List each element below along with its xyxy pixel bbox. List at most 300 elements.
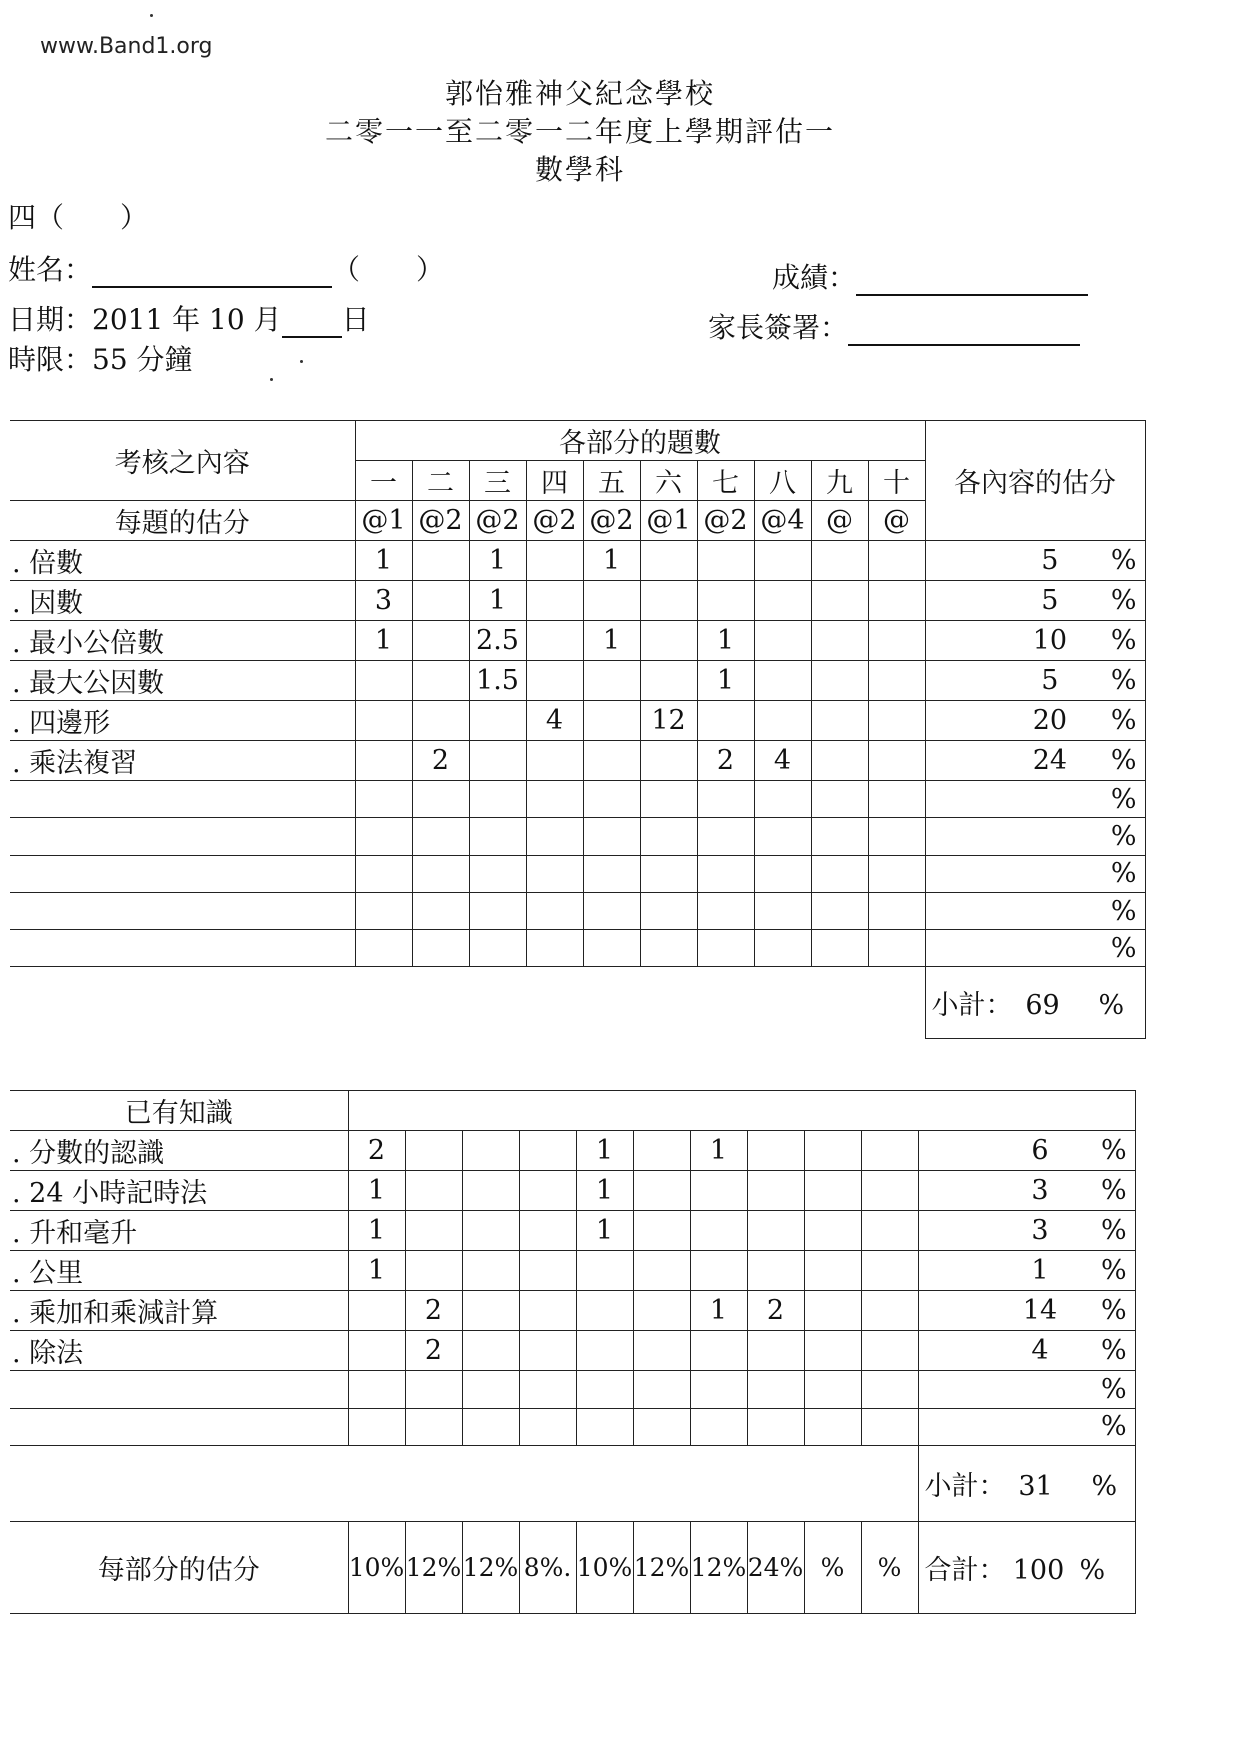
part-estimate-value: 24%: [747, 1522, 804, 1614]
question-count-cell: [868, 818, 925, 855]
question-count-cell: [697, 541, 754, 581]
question-count-cell: [697, 701, 754, 741]
question-count-cell: [583, 661, 640, 701]
percent-unit: %: [1100, 1135, 1127, 1166]
table-row: [10, 1331, 1135, 1371]
part-estimate-value: 12%: [405, 1522, 462, 1614]
question-count-cell: [697, 855, 754, 892]
question-count-cell: [576, 1408, 633, 1446]
question-count-cell: [640, 541, 697, 581]
question-count-cell: [355, 892, 412, 929]
question-count-cell: [519, 1211, 576, 1251]
question-count-cell: [747, 1171, 804, 1211]
question-count-cell: [861, 1131, 918, 1171]
estimate-cell: [925, 701, 1145, 741]
question-count-cell: [469, 892, 526, 929]
blank-cell: [10, 1446, 918, 1522]
question-count-cell: [640, 661, 697, 701]
topic-label: [10, 1408, 348, 1446]
question-count-cell: [355, 781, 412, 818]
estimate-cell: [918, 1291, 1135, 1331]
percent-unit: %: [1100, 1175, 1127, 1206]
question-count-cell: [868, 930, 925, 967]
estimate-cell: [925, 781, 1145, 818]
table-row: [10, 741, 1145, 781]
percent-unit: %: [1110, 625, 1137, 656]
part-number: 七: [697, 461, 754, 501]
per-question-score: @2: [412, 501, 469, 541]
table-row: [10, 1131, 1135, 1171]
question-count-cell: [462, 1371, 519, 1409]
question-count-cell: [747, 1408, 804, 1446]
subtotal1-value: 69: [1025, 990, 1060, 1022]
question-count-cell: [640, 855, 697, 892]
percent-unit: %: [1110, 665, 1137, 696]
part-estimate-value: %: [861, 1522, 918, 1614]
question-count-cell: [804, 1131, 861, 1171]
percent-unit: %: [1110, 895, 1137, 927]
question-count-cell: [868, 581, 925, 621]
question-count-cell: [633, 1408, 690, 1446]
date-label: 日期：2011 年 10 月: [8, 303, 282, 336]
question-count-cell: [462, 1211, 519, 1251]
estimate-value: 5: [1041, 545, 1059, 576]
topic-label: . 分數的認識: [10, 1131, 348, 1171]
question-count-cell: [526, 930, 583, 967]
question-count-cell: [690, 1211, 747, 1251]
question-count-cell: [583, 818, 640, 855]
question-count-cell: 2: [747, 1291, 804, 1331]
part-number: 六: [640, 461, 697, 501]
question-count-cell: [804, 1291, 861, 1331]
total-cell: [918, 1522, 1135, 1614]
part-estimate-value: 12%: [633, 1522, 690, 1614]
question-count-cell: [469, 701, 526, 741]
question-count-cell: [412, 818, 469, 855]
question-count-cell: [355, 661, 412, 701]
question-count-cell: [469, 818, 526, 855]
question-count-cell: 1: [697, 661, 754, 701]
question-count-cell: [412, 930, 469, 967]
topic-label: . 最小公倍數: [10, 621, 355, 661]
topic-label: [10, 892, 355, 929]
question-count-cell: [583, 781, 640, 818]
prior-knowledge-row: [10, 1091, 1135, 1131]
estimate-cell: [925, 892, 1145, 929]
question-count-cell: [804, 1331, 861, 1371]
question-count-cell: [583, 581, 640, 621]
question-count-cell: [804, 1171, 861, 1211]
subtotal2-label: 小計：: [924, 1471, 1006, 1502]
estimate-value: 14: [1022, 1295, 1058, 1326]
question-count-cell: [633, 1171, 690, 1211]
score-label: 成績：: [772, 261, 857, 294]
part-estimate-label: 每部分的估分: [10, 1522, 348, 1614]
estimate-value: 5: [1041, 665, 1059, 696]
question-count-cell: [633, 1291, 690, 1331]
estimate-cell: [925, 581, 1145, 621]
question-count-cell: [405, 1251, 462, 1291]
table-row: [10, 855, 1145, 892]
question-count-cell: 1: [348, 1251, 405, 1291]
part-number: 三: [469, 461, 526, 501]
scan-speck: [300, 360, 303, 363]
question-count-cell: [697, 930, 754, 967]
estimate-value: 6: [1031, 1135, 1049, 1166]
question-count-cell: [405, 1408, 462, 1446]
question-count-cell: [633, 1251, 690, 1291]
topic-label: [10, 930, 355, 967]
question-count-cell: [462, 1291, 519, 1331]
question-count-cell: [640, 892, 697, 929]
estimate-value: 24: [1032, 745, 1068, 776]
question-count-cell: [861, 1371, 918, 1409]
estimate-value: 20: [1032, 705, 1068, 736]
question-count-cell: [690, 1371, 747, 1409]
question-count-cell: 2: [405, 1291, 462, 1331]
question-count-cell: [804, 1408, 861, 1446]
name-row: [8, 248, 444, 288]
question-count-cell: 1: [583, 621, 640, 661]
estimate-cell: [918, 1131, 1135, 1171]
question-count-cell: [868, 661, 925, 701]
question-count-cell: [412, 701, 469, 741]
question-count-cell: 2: [348, 1131, 405, 1171]
question-count-cell: [861, 1291, 918, 1331]
topic-label: . 因數: [10, 581, 355, 621]
score-field[interactable]: [856, 294, 1088, 296]
topic-label: . 四邊形: [10, 701, 355, 741]
question-count-cell: [754, 541, 811, 581]
question-count-cell: [754, 892, 811, 929]
subtotal2-value: 31: [1018, 1471, 1053, 1502]
question-count-cell: 1: [355, 541, 412, 581]
question-count-cell: 4: [526, 701, 583, 741]
percent-unit: %: [1110, 932, 1137, 964]
table-row: [10, 541, 1145, 581]
table-row: [10, 930, 1145, 967]
per-question-label: 每題的估分: [10, 501, 355, 541]
question-count-cell: [526, 892, 583, 929]
question-count-cell: [747, 1131, 804, 1171]
part-number: 四: [526, 461, 583, 501]
estimate-cell: [918, 1331, 1135, 1371]
question-count-cell: [469, 855, 526, 892]
question-count-cell: [469, 930, 526, 967]
question-count-cell: [804, 1251, 861, 1291]
estimate-cell: [918, 1171, 1135, 1211]
question-count-cell: [640, 781, 697, 818]
question-count-cell: [519, 1131, 576, 1171]
question-count-cell: 2: [412, 741, 469, 781]
estimate-cell: [925, 621, 1145, 661]
per-question-score: @2: [697, 501, 754, 541]
question-count-cell: [697, 818, 754, 855]
question-count-cell: [469, 741, 526, 781]
question-count-cell: [519, 1331, 576, 1371]
topic-label: . 24 小時記時法: [10, 1171, 348, 1211]
question-count-cell: [405, 1211, 462, 1251]
question-count-cell: [462, 1331, 519, 1371]
name-field[interactable]: [92, 286, 332, 288]
site-watermark: www.Band1.org: [40, 34, 213, 59]
question-count-cell: [690, 1171, 747, 1211]
percent-unit: %: [1110, 858, 1137, 890]
per-question-score: @1: [355, 501, 412, 541]
question-count-cell: [576, 1291, 633, 1331]
part-number: 八: [754, 461, 811, 501]
date-day-field[interactable]: [282, 336, 342, 338]
question-count-cell: [519, 1291, 576, 1331]
estimate-header: 各內容的估分: [925, 421, 1145, 541]
topic-label: [10, 855, 355, 892]
estimate-cell: [918, 1211, 1135, 1251]
part-number: 一: [355, 461, 412, 501]
percent-unit: %: [1110, 820, 1137, 852]
question-count-cell: [697, 781, 754, 818]
question-count-cell: [526, 741, 583, 781]
question-count-cell: [754, 661, 811, 701]
part-estimate-row: [10, 1522, 1135, 1614]
topic-label: . 除法: [10, 1331, 348, 1371]
question-count-cell: [754, 781, 811, 818]
question-count-cell: [754, 581, 811, 621]
question-count-cell: [405, 1131, 462, 1171]
subtotal-row: [10, 1446, 1135, 1522]
question-count-cell: 12: [640, 701, 697, 741]
per-question-score: @: [811, 501, 868, 541]
table-row: [10, 1291, 1135, 1331]
question-count-cell: [804, 1211, 861, 1251]
question-count-cell: [526, 781, 583, 818]
question-count-cell: [348, 1291, 405, 1331]
total-value: 100: [1012, 1555, 1065, 1586]
question-count-cell: [811, 541, 868, 581]
question-count-cell: [747, 1211, 804, 1251]
per-question-score: @1: [640, 501, 697, 541]
name-label: 姓名：: [8, 253, 93, 286]
estimate-cell: [918, 1251, 1135, 1291]
content-header: 考核之內容: [10, 421, 355, 501]
question-count-cell: [412, 892, 469, 929]
question-count-cell: [804, 1371, 861, 1409]
question-count-cell: [412, 661, 469, 701]
prior-knowledge-label: 已有知識: [10, 1091, 348, 1131]
question-count-cell: [583, 741, 640, 781]
scan-speck: [150, 14, 153, 17]
question-count-cell: [583, 892, 640, 929]
question-count-cell: 1: [348, 1211, 405, 1251]
per-question-score: @: [868, 501, 925, 541]
topic-label: . 乘法複習: [10, 741, 355, 781]
percent-unit: %: [1100, 1215, 1127, 1246]
question-count-cell: [868, 541, 925, 581]
topic-label: [10, 818, 355, 855]
school-name: 郭怡雅神父紀念學校: [444, 77, 715, 110]
question-count-cell: [526, 661, 583, 701]
table-row: [10, 1251, 1135, 1291]
question-count-cell: [640, 741, 697, 781]
question-count-cell: [348, 1371, 405, 1409]
question-count-cell: 1: [355, 621, 412, 661]
question-count-cell: [868, 701, 925, 741]
question-count-cell: 1: [469, 581, 526, 621]
question-count-cell: [811, 621, 868, 661]
table-row: [10, 661, 1145, 701]
prior-knowledge-table: [10, 1090, 1136, 1614]
percent-unit: %: [1100, 1255, 1127, 1286]
question-count-cell: [355, 741, 412, 781]
question-count-cell: [583, 855, 640, 892]
question-count-cell: [754, 701, 811, 741]
question-count-cell: [690, 1251, 747, 1291]
question-count-cell: 1: [690, 1131, 747, 1171]
estimate-cell: [925, 741, 1145, 781]
question-count-cell: [469, 781, 526, 818]
topic-label: . 公里: [10, 1251, 348, 1291]
part-estimate-value: 12%: [462, 1522, 519, 1614]
estimate-cell: [925, 818, 1145, 855]
estimate-cell: [918, 1408, 1135, 1446]
question-count-cell: [462, 1171, 519, 1211]
question-count-cell: [526, 621, 583, 661]
part-estimate-value: %: [804, 1522, 861, 1614]
subtotal1-cell: [925, 967, 1145, 1039]
parts-header: 各部分的題數: [355, 421, 925, 461]
question-count-cell: [690, 1331, 747, 1371]
part-number: 十: [868, 461, 925, 501]
scan-speck: [270, 378, 273, 381]
total-unit: %: [1079, 1555, 1106, 1586]
question-count-cell: [348, 1408, 405, 1446]
question-count-cell: [640, 930, 697, 967]
question-count-cell: [811, 701, 868, 741]
question-count-cell: 2.5: [469, 621, 526, 661]
question-count-cell: 1: [576, 1171, 633, 1211]
question-count-cell: [868, 741, 925, 781]
percent-unit: %: [1100, 1411, 1127, 1443]
question-count-cell: [697, 892, 754, 929]
question-count-cell: [412, 781, 469, 818]
assessment-table: [10, 420, 1146, 1039]
parent-label: 家長簽署：: [708, 311, 849, 344]
question-count-cell: [412, 581, 469, 621]
question-count-cell: [811, 741, 868, 781]
percent-unit: %: [1110, 705, 1137, 736]
per-question-score: @4: [754, 501, 811, 541]
total-label: 合計：: [924, 1555, 1006, 1586]
percent-unit: %: [1110, 783, 1137, 815]
blank-cell: [348, 1091, 1135, 1131]
estimate-value: 10: [1032, 625, 1068, 656]
part-estimate-value: 10%: [576, 1522, 633, 1614]
question-count-cell: [754, 930, 811, 967]
part-estimate-value: 12%: [690, 1522, 747, 1614]
table-row: [10, 1171, 1135, 1211]
estimate-cell: [925, 930, 1145, 967]
part-estimate-value: 8%.: [519, 1522, 576, 1614]
percent-unit: %: [1100, 1295, 1127, 1326]
estimate-cell: [925, 541, 1145, 581]
question-count-cell: [583, 930, 640, 967]
question-count-cell: [412, 541, 469, 581]
question-count-cell: [690, 1408, 747, 1446]
question-count-cell: [861, 1211, 918, 1251]
question-count-cell: [633, 1131, 690, 1171]
question-count-cell: [868, 855, 925, 892]
question-count-cell: 1: [348, 1171, 405, 1211]
question-count-cell: [348, 1331, 405, 1371]
time-limit: 時限：55 分鐘: [8, 343, 193, 376]
question-count-cell: [412, 855, 469, 892]
parent-signature-field[interactable]: [848, 344, 1080, 346]
question-count-cell: [519, 1408, 576, 1446]
question-count-cell: [640, 818, 697, 855]
question-count-cell: 1: [576, 1131, 633, 1171]
percent-unit: %: [1100, 1335, 1127, 1366]
question-count-cell: [462, 1251, 519, 1291]
question-count-cell: [861, 1171, 918, 1211]
subtotal2-unit: %: [1091, 1471, 1118, 1502]
topic-label: [10, 1371, 348, 1409]
estimate-value: 3: [1031, 1175, 1049, 1206]
question-count-cell: [754, 855, 811, 892]
question-count-cell: [640, 581, 697, 621]
question-count-cell: [747, 1371, 804, 1409]
question-count-cell: [405, 1171, 462, 1211]
estimate-value: 5: [1041, 585, 1059, 616]
question-count-cell: 2: [697, 741, 754, 781]
question-count-cell: [405, 1371, 462, 1409]
question-count-cell: 1: [576, 1211, 633, 1251]
percent-unit: %: [1110, 545, 1137, 576]
estimate-cell: [925, 855, 1145, 892]
question-count-cell: [754, 818, 811, 855]
topic-label: . 倍數: [10, 541, 355, 581]
part-estimate-value: 10%: [348, 1522, 405, 1614]
estimate-value: 1: [1031, 1255, 1049, 1286]
estimate-value: 3: [1031, 1215, 1049, 1246]
question-count-cell: [861, 1331, 918, 1371]
question-count-cell: 3: [355, 581, 412, 621]
estimate-cell: [918, 1371, 1135, 1409]
name-paren: （ ）: [332, 253, 445, 286]
question-count-cell: 1: [690, 1291, 747, 1331]
question-count-cell: [583, 701, 640, 741]
question-count-cell: [576, 1371, 633, 1409]
question-count-cell: [462, 1408, 519, 1446]
question-count-cell: 1: [583, 541, 640, 581]
question-count-cell: [868, 781, 925, 818]
question-count-cell: [747, 1251, 804, 1291]
question-count-cell: [355, 701, 412, 741]
subtotal1-unit: %: [1098, 990, 1125, 1022]
question-count-cell: [633, 1211, 690, 1251]
topic-label: [10, 781, 355, 818]
class-label: 四（ ）: [8, 201, 149, 234]
subject-title: 數學科: [534, 153, 625, 186]
parent-row: [708, 306, 1080, 346]
date-row: [8, 298, 370, 338]
table-row: [10, 701, 1145, 741]
question-count-cell: [519, 1251, 576, 1291]
subtotal2-cell: [918, 1446, 1135, 1522]
question-count-cell: [640, 621, 697, 661]
estimate-value: 4: [1031, 1335, 1049, 1366]
question-count-cell: [576, 1331, 633, 1371]
blank-cell: [10, 967, 925, 1039]
part-number: 九: [811, 461, 868, 501]
